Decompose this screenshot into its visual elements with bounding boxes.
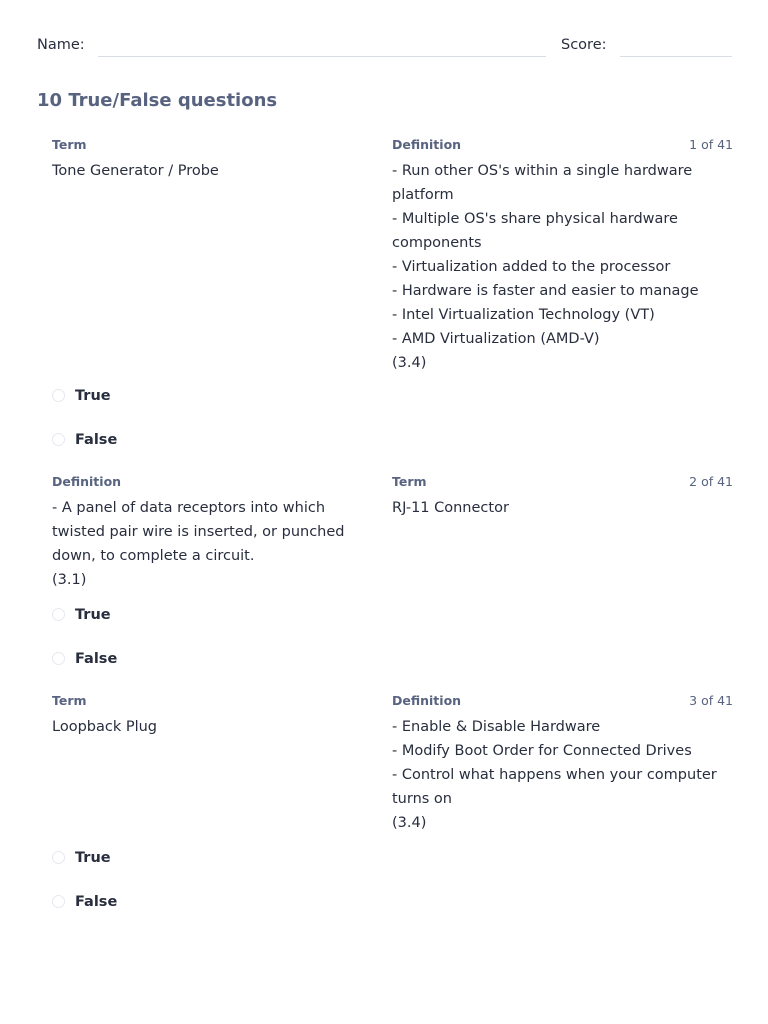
definition-text: - Enable & Disable Hardware - Modify Boot Order for Connected Drives - Control what happens when your computer turns on (3.4): [392, 719, 717, 831]
option-label: False: [75, 651, 118, 667]
option-label: False: [75, 894, 118, 910]
term-text: Tone Generator / Probe: [52, 163, 219, 179]
name-label: Name:: [37, 37, 85, 53]
question-left-column: [52, 693, 378, 739]
term-text: Loopback Plug: [52, 719, 158, 735]
section-title: 10 True/False questions: [37, 90, 278, 111]
question-right-column: [392, 137, 722, 375]
radio-button[interactable]: [52, 851, 65, 864]
term-label: Term: [52, 693, 87, 708]
definition-text: - Run other OS's within a single hardware platform - Multiple OS's share physical hardware components - Virtualization added to the processor - Hardware is faster and easier to manage - Intel Virtualization Technology (VT) - AMD Virtualization (AMD-V) (3.4): [392, 163, 699, 371]
radio-button[interactable]: [52, 608, 65, 621]
option-label: True: [75, 850, 111, 866]
definition-label: Definition: [392, 693, 462, 708]
radio-button[interactable]: [52, 895, 65, 908]
score-field[interactable]: [620, 56, 732, 57]
definition-label: Definition: [392, 137, 462, 152]
name-field[interactable]: [98, 56, 546, 57]
term-label: Term: [392, 474, 427, 489]
term-text: RJ-11 Connector: [392, 500, 509, 516]
radio-button[interactable]: [52, 652, 65, 665]
question-left-column: [52, 137, 378, 183]
radio-button[interactable]: [52, 433, 65, 446]
question-right-column: [392, 474, 722, 520]
header-row: [37, 36, 733, 58]
option-label: True: [75, 607, 111, 623]
option-label: False: [75, 432, 118, 448]
score-label: Score:: [561, 37, 607, 53]
question-right-column: [392, 693, 722, 835]
question-counter: 2 of 41: [689, 474, 733, 489]
definition-text: - A panel of data receptors into which twisted pair wire is inserted, or punched down, to complete a circuit. (3.1): [52, 500, 345, 588]
question-counter: 3 of 41: [689, 693, 733, 708]
question-counter: 1 of 41: [689, 137, 733, 152]
option-label: True: [75, 388, 111, 404]
term-label: Term: [52, 137, 87, 152]
question-left-column: [52, 474, 378, 592]
definition-label: Definition: [52, 474, 122, 489]
radio-button[interactable]: [52, 389, 65, 402]
